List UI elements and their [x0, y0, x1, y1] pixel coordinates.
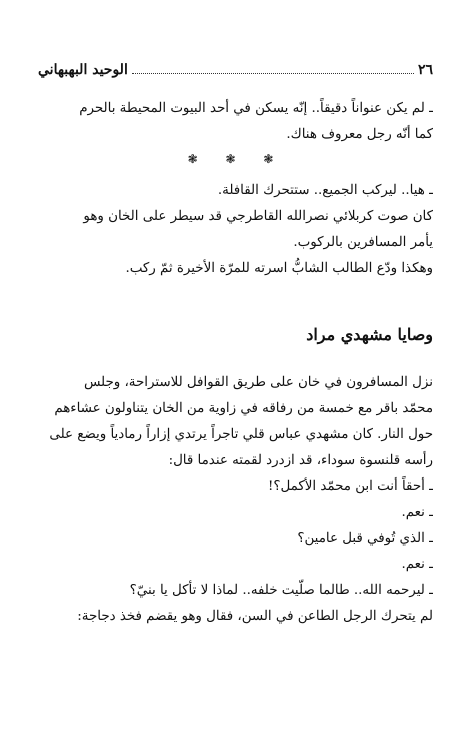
- paragraph-block-2: [40, 178, 433, 282]
- section-separator: ❃ ❃ ❃: [187, 152, 286, 166]
- text-line: يأمر المسافرين بالركوب.: [293, 235, 433, 250]
- text-line: ـ هيا.. ليركب الجميع.. ستتحرك القافلة.: [217, 183, 433, 198]
- dialogue-line: ـ ليرحمه الله.. طالما صلّيت خلفه.. لماذا لا تأكل يا بنيّ؟: [129, 583, 433, 598]
- text-line: كما أنّه رجل معروف هناك.: [286, 127, 433, 142]
- text-line: وهكذا ودّع الطالب الشابُّ اسرته للمرّة الأخيرة ثمّ ركب.: [125, 261, 433, 276]
- text-line: رأسه قلنسوة سوداء، قد ازدرد لقمته عندما قال:: [168, 453, 433, 468]
- header-dotted-leader: [132, 73, 414, 74]
- page-header: [38, 62, 433, 78]
- paragraph-block-3: [40, 370, 433, 630]
- page-number: ٢٦: [417, 62, 433, 78]
- text-line: حول النار. كان مشهدي عباس قلي تاجراً يرتدي إزاراً رمادياً ويضع على: [49, 427, 433, 442]
- text-line: كان صوت كربلائي نصرالله القاطرجي قد سيطر على الخان وهو: [83, 209, 433, 224]
- chapter-title: وصايا مشهدي مراد: [306, 325, 433, 344]
- running-title: الوحيد البهبهاني: [38, 62, 128, 78]
- dialogue-line: ـ نعم.: [401, 505, 433, 520]
- text-line: محمّد باقر مع خمسة من رفاقه في زاوية من الخان يتناولون عشاءهم: [54, 401, 433, 416]
- dialogue-line: ـ نعم.: [401, 557, 433, 572]
- paragraph-block-1: [40, 96, 433, 148]
- text-line: ـ لم يكن عنواناً دقيقاً.. إنّه يسكن في أحد البيوت المحيطة بالحرم: [79, 101, 433, 116]
- text-line: لم يتحرك الرجل الطاعن في السن، فقال وهو يقضم فخذ دجاجة:: [77, 609, 433, 624]
- dialogue-line: ـ أحقاً أنت ابن محمّد الأكمل؟!: [268, 479, 433, 494]
- text-line: نزل المسافرون في خان على طريق القوافل للاستراحة، وجلس: [83, 375, 433, 390]
- dialogue-line: ـ الذي تُوفي قبل عامين؟: [297, 531, 433, 546]
